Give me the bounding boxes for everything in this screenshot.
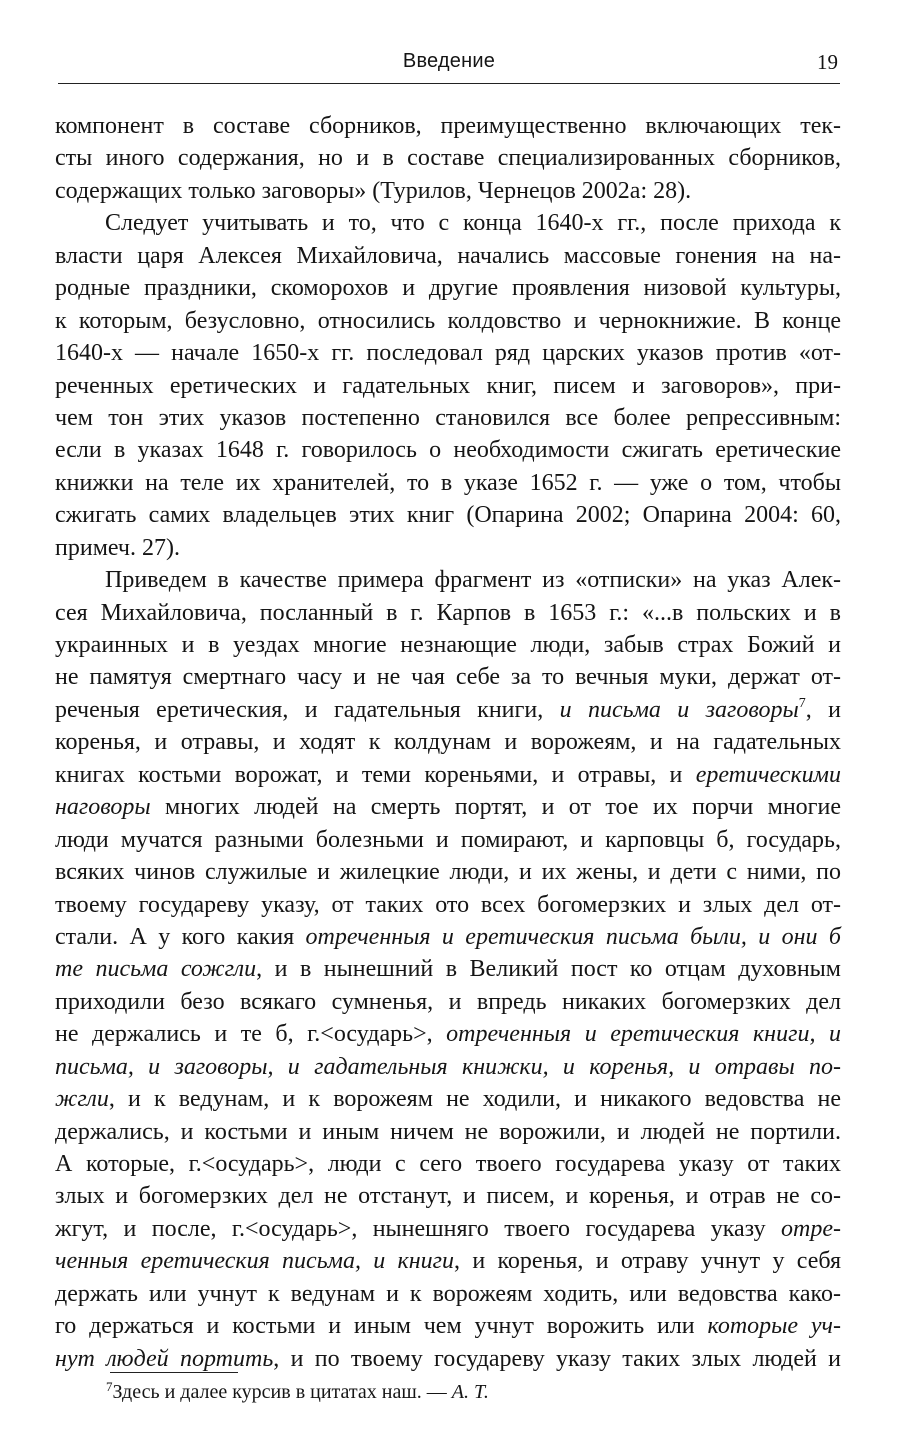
italic-run: нут людей портить [55,1345,274,1372]
text-run: жгут, и после, г.<осударь>, нынешняго твоего государева указу [55,1215,766,1242]
text-line [55,694,841,726]
text-line: примеч. 27). [55,534,180,561]
text-line: держались, и костьми и иным ничем не ворожили, и людей не портили. [55,1118,841,1145]
text-run: книгах костьми ворожат, и теми кореньями, и отравы, и [55,761,683,788]
text-line: твоему государеву указу, от таких ото всех богомерзких и злых дел от- [55,891,841,918]
header-rule [58,83,840,84]
text-run: , и [805,696,842,723]
running-header [58,50,840,82]
text-line: чем тон этих указов постепенно становился все более репрессивным: [55,404,841,431]
text-line: держать или учнут к ведунам и к ворожеям ходить, или ведовства како- [55,1280,841,1307]
text-line: А которые, г.<осударь>, люди с сего твоего государева указу от таких [55,1151,841,1177]
text-line: 1640-х — начале 1650-х гг. последовал ряд царских указов против «от- [55,340,841,367]
text-line: родные праздники, скоморохов и другие проявления низовой культуры, [55,275,841,302]
text-line: если в указах 1648 г. говорилось о необходимости сжигать еретические [55,437,841,464]
body-text [55,110,841,1375]
footnote-mark: 7 [106,1379,113,1394]
footnote-rule [110,1372,238,1373]
text-line: сея Михайловича, посланный в г. Карпов в 1653 г.: «...в польских и в [55,599,841,626]
text-run: го держаться и костьми и иным чем учнут ворожить или [55,1313,695,1340]
italic-run: отреченныя и еретическия книги, и [446,1021,842,1048]
text-line [55,1083,841,1115]
italic-run: наговоры [55,794,151,821]
text-line: украинных и в уездах многие незнающие люди, забыв страх Божий и [55,632,841,658]
text-line: компонент в составе сборников, преимущественно включающих тек- [55,113,841,139]
italic-run: отреченныя и еретическия письма были, и они б [305,923,841,950]
text-line: реченных еретических и гадательных книг, писем и заговоров», при- [55,372,841,399]
text-line: люди мучатся разными болезньми и помирают, и карповцы б, государь, [55,826,841,853]
text-line: власти царя Алексея Михайловича, начались массовые гонения на на- [55,242,841,269]
text-line: сжигать самих владельцев этих книг (Опарина 2002; Опарина 2004: 60, [55,502,841,529]
text-run: реченыя еретическия, и гадательныя книги, [55,696,544,723]
text-line: сты иного содержания, но и в составе специализированных сборников, [55,145,841,172]
text-line [55,953,841,985]
footnote [106,1377,489,1407]
text-line [55,1343,841,1375]
italic-run: те письма сожгли [55,956,257,983]
text-line [55,1310,841,1342]
text-line [55,759,841,791]
text-line [55,921,841,953]
text-line: не памятуя смертнаго часу и не чая себе за то вечныя муки, держат от- [55,664,841,691]
italic-run: отре- [781,1215,842,1242]
text-line: письма, и заговоры, и гадательныя книжки, и коренья, и отравы по- [55,1053,841,1080]
footnote-ref: 7 [798,695,806,711]
text-line [55,1213,841,1245]
text-line: Следует учитывать и то, что с конца 1640-х гг., после прихода к [105,210,841,237]
text-run: , и по твоему государеву указу таких злых людей и [273,1345,842,1372]
italic-run: еретическими [695,761,841,788]
text-line: приходили безо всякаго сумненья, и впредь никаких богомерзких дел [55,988,841,1015]
text-run: не держались и те б, г.<осударь>, [55,1021,433,1048]
italic-run: которые уч- [707,1313,841,1340]
text-run: , и к ведунам, и к ворожеям не ходили, и никакого ведовства не [108,1086,841,1113]
text-run: , и коренья, и отраву учнут у себя [454,1248,842,1275]
footnote-text: Здесь и далее курсив в цитатах наш. — [112,1381,447,1403]
text-line: всяких чинов служилые и жилецкие люди, и их жены, и дети с ними, по [55,859,841,886]
page-number: 19 [817,50,838,74]
italic-run: жгли [55,1086,109,1113]
footnote-author: А. Т. [451,1381,489,1403]
text-run: многих людей на смерть портят, и от тое их порчи многие [165,794,841,821]
text-line: коренья, и отравы, и ходят к колдунам и ворожеям, и на гадательных [55,729,841,756]
text-line: содержащих только заговоры» (Турилов, Чернецов 2002а: 28). [55,177,692,204]
text-line: злых и богомерзких дел не отстанут, и писем, и коренья, и отрав не со- [55,1183,841,1210]
text-line: к которым, безусловно, относились колдовство и чернокнижие. В конце [55,307,841,334]
text-run: стали. А у кого какия [55,923,295,950]
italic-run: ченныя еретическия письма, и книги [55,1248,455,1275]
text-line: книжки на теле их хранителей, то в указе 1652 г. — уже о том, чтобы [55,469,841,496]
text-run: , и в нынешний в Великий пост ко отцам духовным [256,956,841,983]
text-line: Приведем в качестве примера фрагмент из «отписки» на указ Алек- [105,567,841,594]
text-line [55,791,841,823]
text-line [55,1018,841,1050]
running-title: Введение [402,50,496,72]
text-line [55,1245,841,1277]
italic-run: и письма и заговоры [559,696,799,723]
